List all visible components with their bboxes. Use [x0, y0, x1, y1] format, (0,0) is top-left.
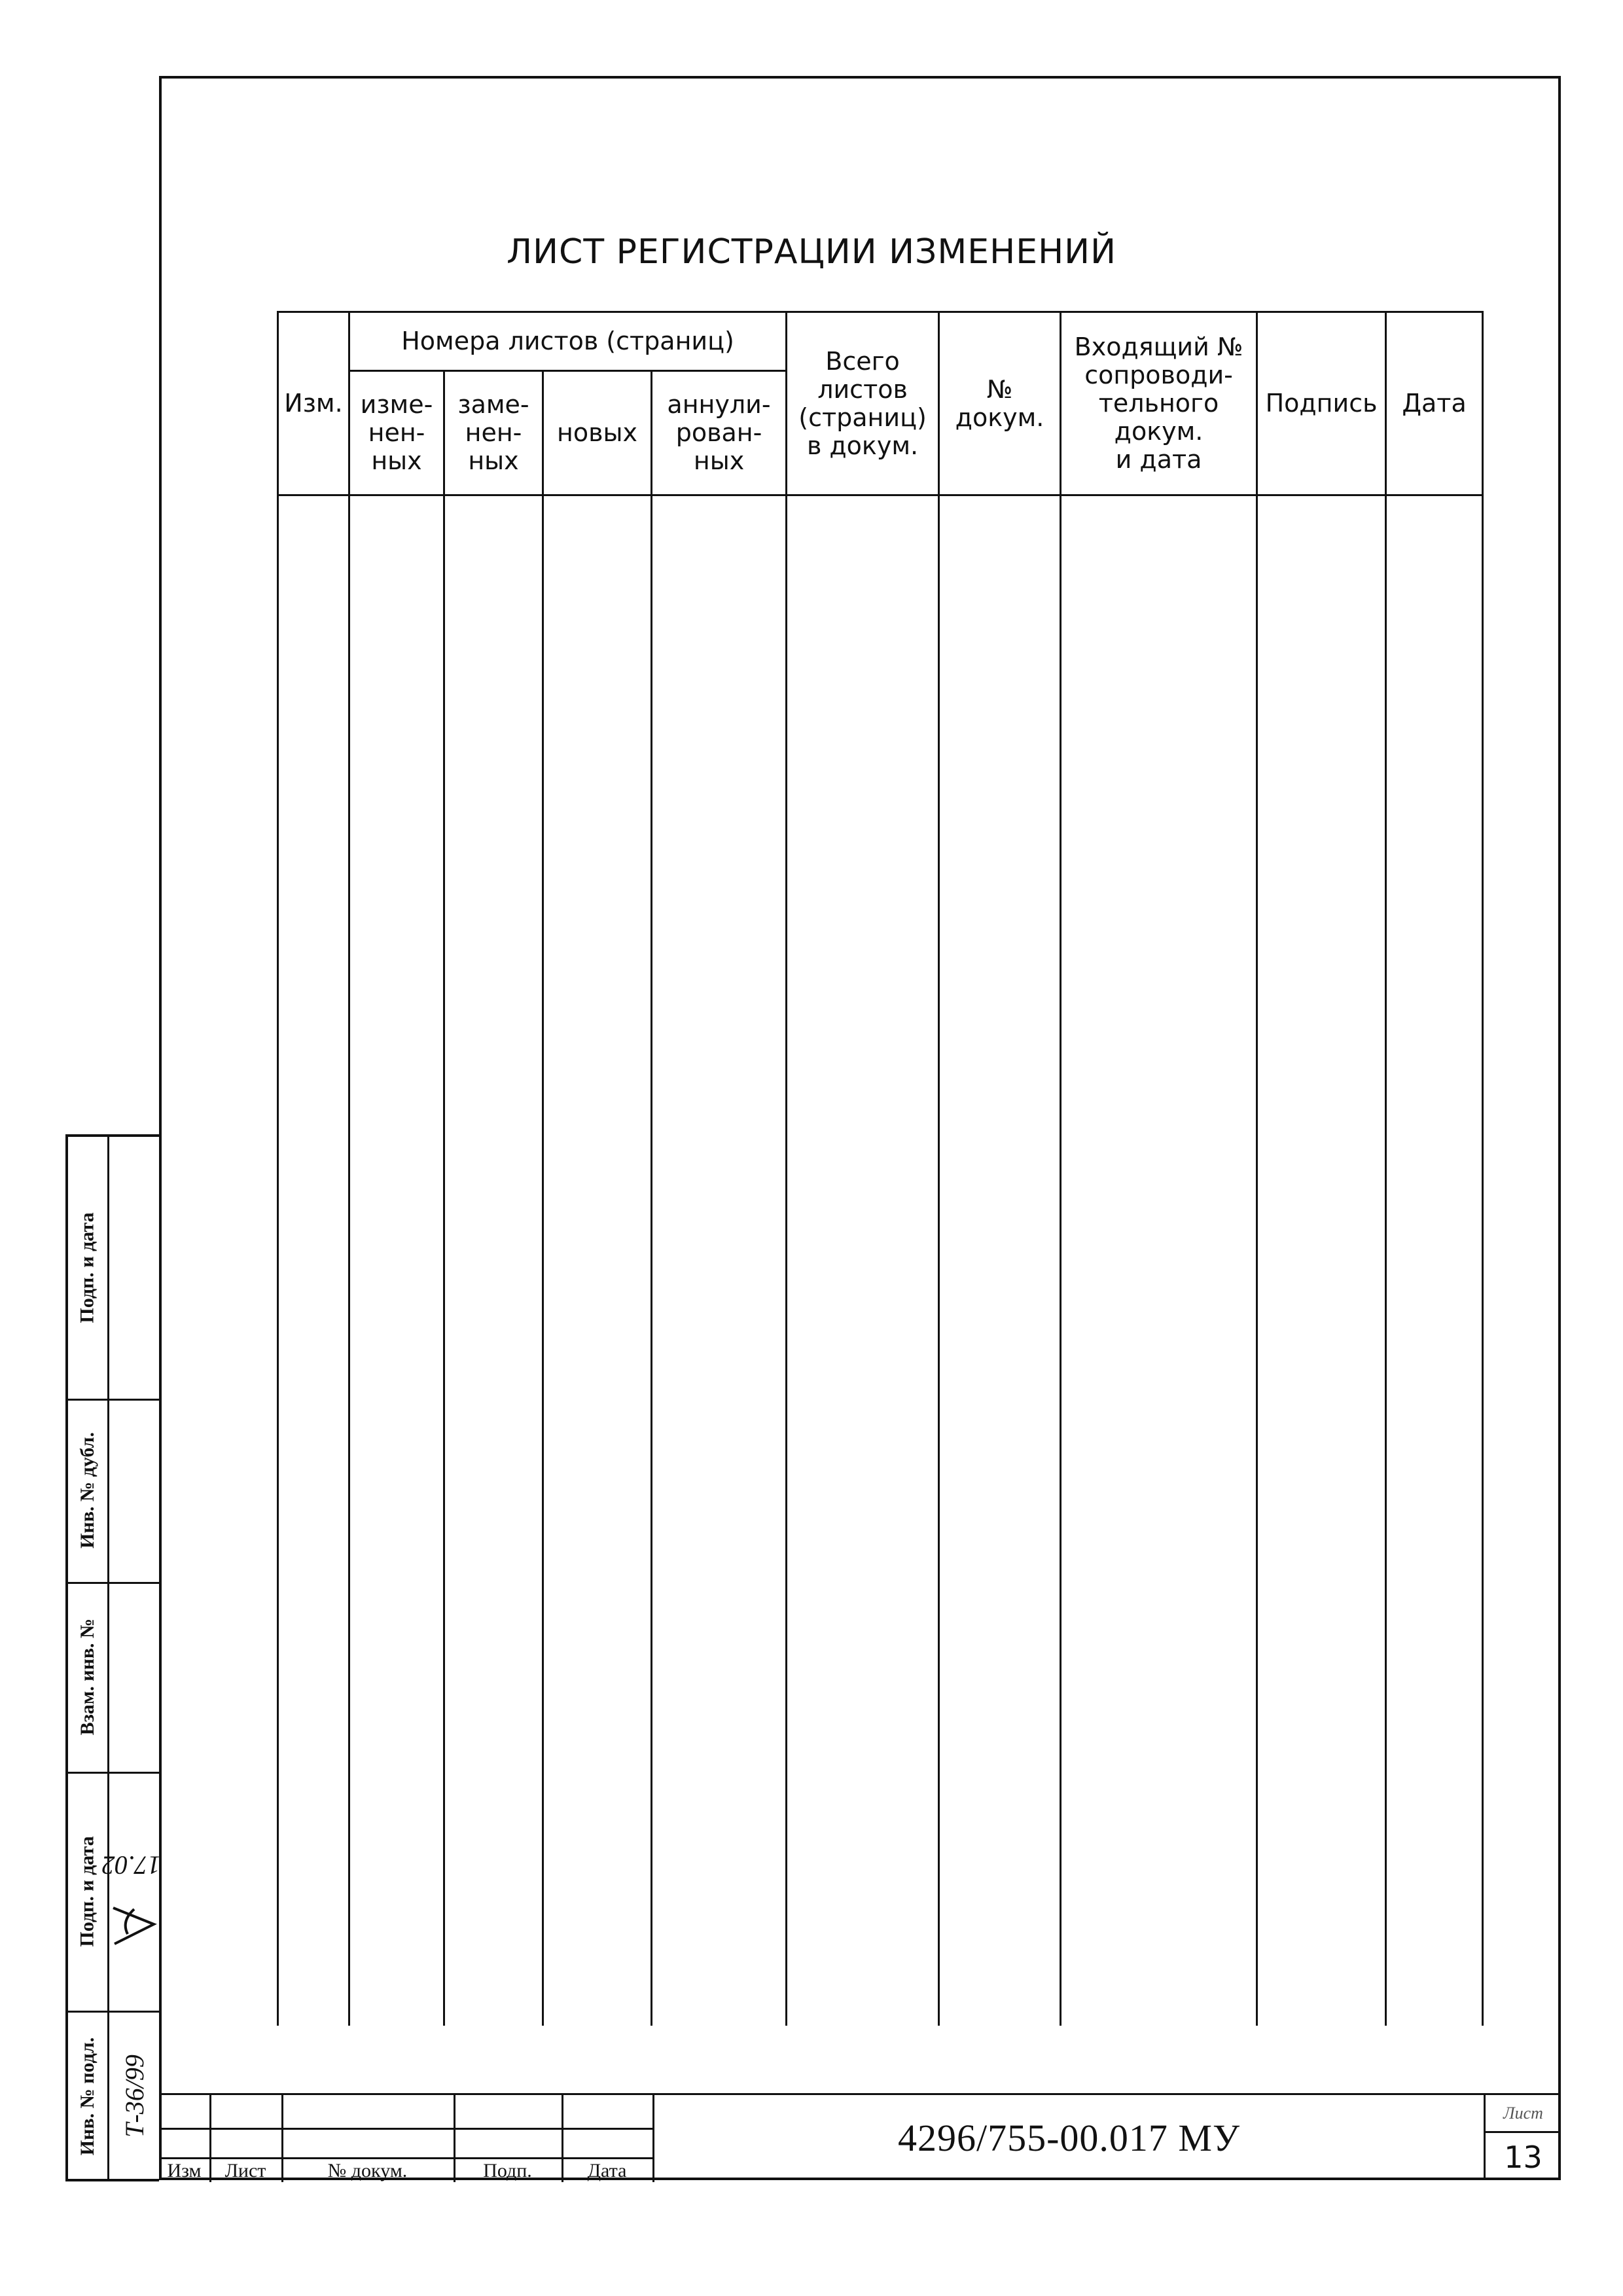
table-cell — [787, 495, 939, 2026]
header-date: Дата — [1386, 312, 1483, 495]
header-page-numbers: Номера листов (страниц) — [349, 312, 787, 371]
stub-label: Инв. № дубл. — [77, 1432, 98, 1549]
tb-label-list: Лист — [224, 2160, 266, 2181]
tb-label-podp: Подп. — [483, 2160, 532, 2181]
left-stamp-stub — [65, 1134, 159, 2181]
stub-cell-podp-data-2 — [68, 1772, 159, 2013]
stub-inventory-value: Т-36/99 — [119, 2054, 149, 2138]
header-signature: Подпись — [1257, 312, 1386, 495]
document-code: 4296/755-00.017 МУ — [654, 2093, 1486, 2180]
sheet-label: Лист — [1486, 2095, 1561, 2133]
header-new: новых — [543, 371, 652, 495]
stub-date-value: 17.02 — [101, 1850, 161, 1880]
header-doc-number: № докум. — [939, 312, 1061, 495]
table-cell — [1257, 495, 1386, 2026]
table-cell — [1061, 495, 1257, 2026]
table-cell — [652, 495, 787, 2026]
header-izm: Изм. — [278, 312, 349, 495]
signature-mark-icon — [108, 1901, 160, 1947]
table-cell — [543, 495, 652, 2026]
handwritten-signature-date — [101, 1836, 161, 1947]
tb-label-doc: № докум. — [327, 2160, 408, 2181]
header-total-sheets: Всего листов (страниц) в докум. — [787, 312, 939, 495]
stub-cell-vzam-inv — [68, 1582, 159, 1774]
table-cell — [939, 495, 1061, 2026]
header-annulled: аннули- рован- ных — [652, 371, 787, 495]
change-registration-table — [277, 311, 1484, 2026]
tb-label-izm: Изм — [167, 2160, 202, 2181]
header-incoming-doc: Входящий № сопроводи- тельного докум. и дата — [1061, 312, 1257, 495]
stub-cell-inv-podl — [68, 2011, 159, 2181]
header-changed: изме- нен- ных — [349, 371, 444, 495]
stub-label: Взам. инв. № — [77, 1618, 99, 1736]
tb-label-date: Дата — [587, 2160, 627, 2181]
table-cell — [349, 495, 444, 2026]
title-block-revision-grid — [159, 2093, 654, 2182]
table-cell — [1386, 495, 1483, 2026]
stub-cell-podp-data-1 — [68, 1137, 159, 1401]
stub-cell-inv-dubl — [68, 1399, 159, 1584]
header-replaced: заме- нен- ных — [444, 371, 543, 495]
table-cell — [278, 495, 349, 2026]
stub-label: Подп. и дата — [77, 1212, 98, 1323]
stub-label: Подп. и дата — [77, 1835, 98, 1947]
stub-label: Инв. № подл. — [77, 2037, 98, 2155]
sheet-number: 13 — [1504, 2140, 1543, 2175]
table-cell — [444, 495, 543, 2026]
page-title: ЛИСТ РЕГИСТРАЦИИ ИЗМЕНЕНИЙ — [507, 232, 1116, 272]
sheet-number-box — [1486, 2093, 1561, 2182]
